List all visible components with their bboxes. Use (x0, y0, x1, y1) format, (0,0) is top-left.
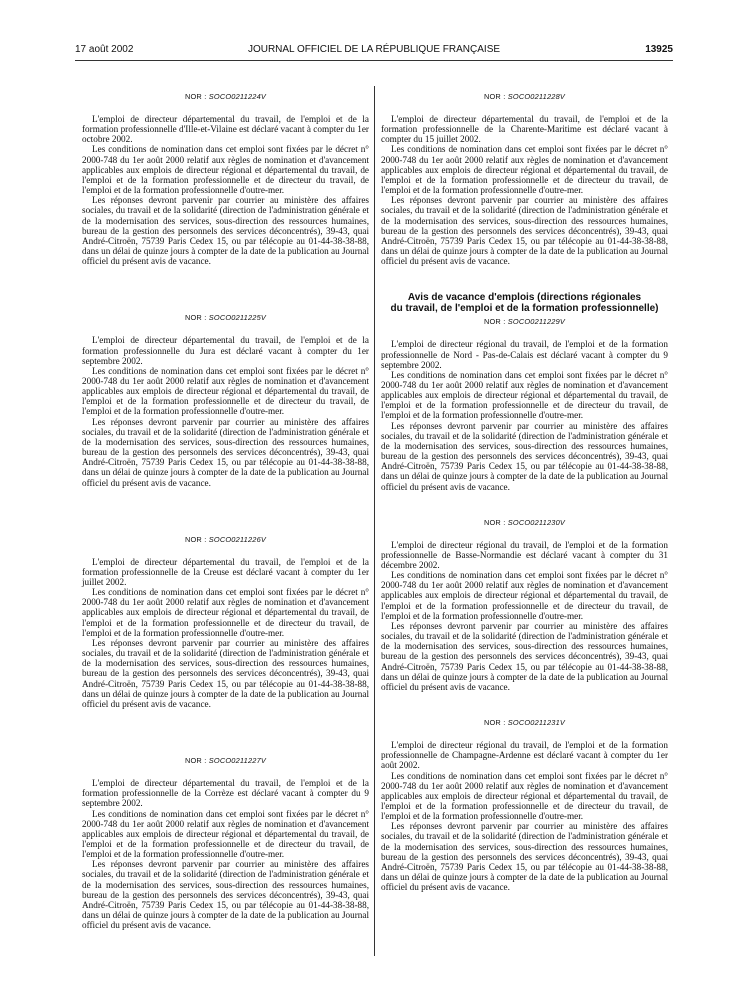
notice-paragraph: Les conditions de nomination dans cet emploi sont fixées par le décret n° 2000-748 du 1er août 2000 relatif aux règles de nomination et d'avancement applicables aux emplois de directeur régional et départemental du travail, de l'emploi et de la formation professionnelle et de directeur du travail, de l'emploi et de la formation professionnelle d'outre-mer. (381, 770, 668, 822)
notice-paragraph: Les réponses devront parvenir par courrier au ministère des affaires sociales, du travail et de la solidarité (direction de l'administration générale et de la modernisation des services, sous-direction des ressources humaines, bureau de la gestion des personnels des services déconcentrés), 39-43, quai André-Citroën, 75739 Paris Cedex 15, ou par télécopie au 01-44-38-38-88, dans un délai de quinze jours à compter de la date de la publication au Journal officiel du présent avis de vacance. (82, 195, 370, 267)
vacancy-notice (381, 92, 668, 266)
notice-paragraph: L'emploi de directeur départemental du travail, de l'emploi et de la formation professionnelle de la Corrèze est déclaré vacant à compter du 9 septembre 2002. (82, 778, 369, 809)
nor-reference (82, 756, 369, 765)
nor-code: SOCO0211227V (208, 756, 267, 766)
vacancy-notice (381, 718, 668, 892)
nor-label: NOR : (184, 756, 209, 766)
nor-label: NOR : (483, 317, 508, 327)
notice-paragraph: L'emploi de directeur départemental du travail, de l'emploi et de la formation professionnelle d'Ille-et-Vilaine est déclaré vacant à compter du 1er octobre 2002. (82, 114, 369, 145)
notice-paragraph: Les réponses devront parvenir par courrier au ministère des affaires sociales, du travail et de la solidarité (direction de l'administration générale et de la modernisation des services, sous-direction des ressources humaines, bureau de la gestion des personnels des services déconcentrés), 39-43, quai André-Citroën, 75739 Paris Cedex 15, ou par télécopie au 01-44-38-38-88, dans un délai de quinze jours à compter de la date de la publication au Journal officiel du présent avis de vacance. (381, 620, 669, 692)
left-column (82, 92, 369, 930)
nor-label: NOR : (184, 534, 209, 544)
nor-code: SOCO0211228V (507, 92, 566, 101)
notice-paragraph: L'emploi de directeur régional du travail, de l'emploi et de la formation professionnelle de Basse-Normandie est déclaré vacant à compter du 31 décembre 2002. (381, 539, 668, 570)
nor-reference (381, 518, 668, 527)
nor-reference (82, 92, 369, 101)
nor-label: NOR : (184, 313, 209, 323)
nor-label: NOR : (483, 718, 508, 728)
notice-paragraph: Les conditions de nomination dans cet emploi sont fixées par le décret n° 2000-748 du 1er août 2000 relatif aux règles de nomination et d'avancement applicables aux emplois de directeur régional et départemental du travail, de l'emploi et de la formation professionnelle et de directeur du travail, de l'emploi et de la formation professionnelle d'outre-mer. (82, 587, 369, 638)
nor-code: SOCO0211230V (507, 517, 566, 527)
notice-paragraph: Les conditions de nomination dans cet emploi sont fixées par le décret n° 2000-748 du 1er août 2000 relatif aux règles de nomination et d'avancement applicables aux emplois de directeur régional et départemental du travail, de l'emploi et de la formation professionnelle et de directeur du travail, de l'emploi et de la formation professionnelle d'outre-mer. (381, 570, 668, 621)
nor-code: SOCO0211224V (208, 92, 267, 101)
nor-label: NOR : (483, 92, 508, 101)
notice-paragraph: Les réponses devront parvenir par courrier au ministère des affaires sociales, du travail et de la solidarité (direction de l'administration générale et de la modernisation des services, sous-direction des ressources humaines, bureau de la gestion des personnels des services déconcentrés), 39-43, quai André-Citroën, 75739 Paris Cedex 15, ou par télécopie au 01-44-38-38-88, dans un délai de quinze jours à compter de la date de la publication au Journal officiel du présent avis de vacance. (82, 416, 370, 488)
page-header (75, 44, 673, 58)
notice-paragraph: Les conditions de nomination dans cet emploi sont fixées par le décret n° 2000-748 du 1er août 2000 relatif aux règles de nomination et d'avancement applicables aux emplois de directeur régional et départemental du travail, de l'emploi et de la formation professionnelle et de directeur du travail, de l'emploi et de la formation professionnelle d'outre-mer. (82, 808, 369, 860)
nor-code: SOCO0211226V (208, 534, 267, 544)
nor-reference (82, 535, 369, 544)
notice-paragraph: Les conditions de nomination dans cet emploi sont fixées par le décret n° 2000-748 du 1er août 2000 relatif aux règles de nomination et d'avancement applicables aux emplois de directeur régional et départemental du travail, de l'emploi et de la formation professionnelle et de directeur du travail, de l'emploi et de la formation professionnelle d'outre-mer. (82, 365, 369, 417)
section-title-line: Avis de vacance d'emplois (directions régionales (407, 292, 642, 304)
issue-date: 17 août 2002 (75, 44, 134, 55)
vacancy-notice (82, 313, 369, 487)
notice-paragraph: Les réponses devront parvenir par courrier au ministère des affaires sociales, du travail et de la solidarité (direction de l'administration générale et de la modernisation des services, sous-direction des ressources humaines, bureau de la gestion des personnels des services déconcentrés), 39-43, quai André-Citroën, 75739 Paris Cedex 15, ou par télécopie au 01-44-38-38-88, dans un délai de quinze jours à compter de la date de la publication au Journal officiel du présent avis de vacance. (82, 859, 370, 931)
page-number: 13925 (645, 44, 673, 55)
notice-paragraph: Les réponses devront parvenir par courrier au ministère des affaires sociales, du travail et de la solidarité (direction de l'administration générale et de la modernisation des services, sous-direction des ressources humaines, bureau de la gestion des personnels des services déconcentrés), 39-43, quai André-Citroën, 75739 Paris Cedex 15, ou par télécopie au 01-44-38-38-88, dans un délai de quinze jours à compter de la date de la publication au Journal officiel du présent avis de vacance. (82, 637, 370, 709)
vacancy-notice (381, 317, 668, 491)
vacancy-notice (82, 92, 369, 266)
journal-title: JOURNAL OFFICIEL DE LA RÉPUBLIQUE FRANÇAISE (247, 44, 501, 55)
notice-paragraph: Les conditions de nomination dans cet emploi sont fixées par le décret n° 2000-748 du 1er août 2000 relatif aux règles de nomination et d'avancement applicables aux emplois de directeur régional et départemental du travail, de l'emploi et de la formation professionnelle et de directeur du travail, de l'emploi et de la formation professionnelle d'outre-mer. (381, 144, 668, 196)
notice-paragraph: L'emploi de directeur départemental du travail, de l'emploi et de la formation professionnelle de la Charente-Maritime est déclaré vacant à compter du 15 juillet 2002. (381, 114, 668, 145)
notice-paragraph: L'emploi de directeur départemental du travail, de l'emploi et de la formation professionnelle de la Creuse est déclaré vacant à compter du 1er juillet 2002. (82, 556, 369, 587)
nor-code: SOCO0211229V (507, 317, 566, 327)
notice-paragraph: Les réponses devront parvenir par courrier au ministère des affaires sociales, du travail et de la solidarité (direction de l'administration générale et de la modernisation des services, sous-direction des ressources humaines, bureau de la gestion des personnels des services déconcentrés), 39-43, quai André-Citroën, 75739 Paris Cedex 15, ou par télécopie au 01-44-38-38-88, dans un délai de quinze jours à compter de la date de la publication au Journal officiel du présent avis de vacance. (381, 821, 669, 893)
column-divider (374, 86, 375, 956)
notice-paragraph: Les conditions de nomination dans cet emploi sont fixées par le décret n° 2000-748 du 1er août 2000 relatif aux règles de nomination et d'avancement applicables aux emplois de directeur régional et départemental du travail, de l'emploi et de la formation professionnelle et de directeur du travail, de l'emploi et de la formation professionnelle d'outre-mer. (82, 144, 369, 196)
nor-reference (381, 317, 668, 326)
nor-reference (381, 92, 668, 101)
header-divider (75, 60, 673, 61)
notice-paragraph: Les réponses devront parvenir par courrier au ministère des affaires sociales, du travail et de la solidarité (direction de l'administration générale et de la modernisation des services, sous-direction des ressources humaines, bureau de la gestion des personnels des services déconcentrés), 39-43, quai André-Citroën, 75739 Paris Cedex 15, ou par télécopie au 01-44-38-38-88, dans un délai de quinze jours à compter de la date de la publication au Journal officiel du présent avis de vacance. (381, 195, 669, 267)
notice-paragraph: Les conditions de nomination dans cet emploi sont fixées par le décret n° 2000-748 du 1er août 2000 relatif aux règles de nomination et d'avancement applicables aux emplois de directeur régional et départemental du travail, de l'emploi et de la formation professionnelle et de directeur du travail, de l'emploi et de la formation professionnelle d'outre-mer. (381, 369, 668, 421)
section-title-line: du travail, de l'emploi et de la formation professionnelle) (390, 303, 659, 315)
notice-paragraph: L'emploi de directeur régional du travail, de l'emploi et de la formation professionnelle de Nord - Pas-de-Calais est déclaré vacant à compter du 9 septembre 2002. (381, 339, 668, 370)
nor-code: SOCO0211231V (507, 718, 566, 728)
nor-label: NOR : (184, 92, 209, 101)
notice-paragraph: L'emploi de directeur régional du travail, de l'emploi et de la formation professionnelle de Champagne-Ardenne est déclaré vacant à compter du 1er août 2002. (381, 740, 668, 771)
notice-paragraph: L'emploi de directeur départemental du travail, de l'emploi et de la formation professionnelle du Jura est déclaré vacant à compter du 1er septembre 2002. (82, 335, 369, 366)
nor-reference (381, 718, 668, 727)
nor-label: NOR : (483, 517, 508, 527)
nor-code: SOCO0211225V (208, 313, 267, 323)
vacancy-notice (381, 518, 668, 692)
vacancy-notice (82, 756, 369, 930)
nor-reference (82, 313, 369, 322)
vacancy-notice (82, 535, 369, 709)
section-title (381, 292, 668, 314)
right-column (381, 92, 668, 892)
notice-paragraph: Les réponses devront parvenir par courrier au ministère des affaires sociales, du travail et de la solidarité (direction de l'administration générale et de la modernisation des services, sous-direction des ressources humaines, bureau de la gestion des personnels des services déconcentrés), 39-43, quai André-Citroën, 75739 Paris Cedex 15, ou par télécopie au 01-44-38-38-88, dans un délai de quinze jours à compter de la date de la publication au Journal officiel du présent avis de vacance. (381, 420, 669, 492)
